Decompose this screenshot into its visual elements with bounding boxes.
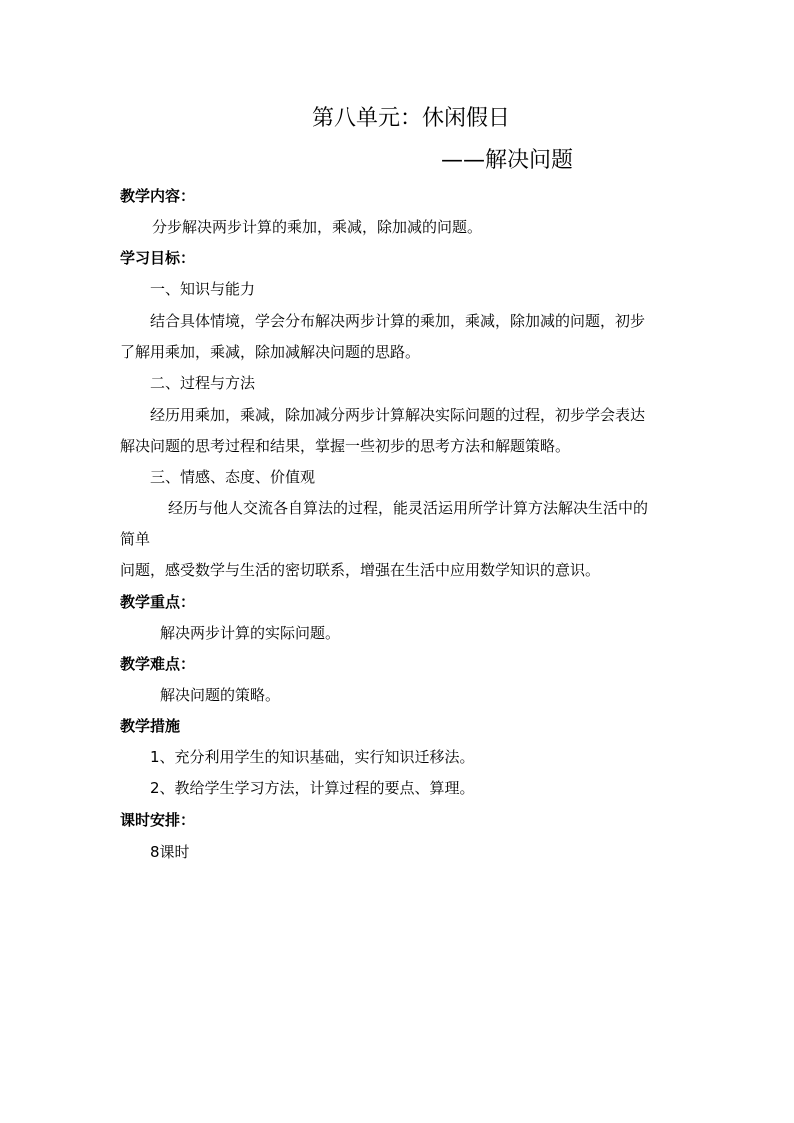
document-title: 第八单元：休闲假日	[312, 106, 511, 131]
key-text: 解决两步计算的实际问题。	[160, 624, 341, 642]
key-heading: 教学重点：	[120, 593, 196, 611]
goal1-line2: 了解用乘加，乘减，除加减解决问题的思路。	[120, 343, 421, 361]
schedule-heading: 课时安排：	[120, 811, 196, 829]
content-text: 分步解决两步计算的乘加，乘减，除加减的问题。	[152, 218, 483, 236]
goals-heading: 学习目标：	[120, 249, 196, 267]
document-subtitle: ——解决问题	[441, 148, 574, 173]
difficulty-text: 解决问题的策略。	[160, 686, 281, 704]
goal3-line1: 经历与他人交流各自算法的过程，能灵活运用所学计算方法解决生活中的	[168, 499, 649, 517]
goal1-line1: 结合具体情境，学会分布解决两步计算的乘加，乘减，除加减的问题，初步	[150, 312, 646, 330]
goal3-line2: 简单	[120, 530, 151, 548]
difficulty-heading: 教学难点：	[120, 655, 196, 673]
measure-1: 1、充分利用学生的知识基础，实行知识迁移法。	[150, 748, 475, 766]
schedule-text: 8课时	[150, 843, 190, 861]
goal2-line2: 解决问题的思考过程和结果，掌握一些初步的思考方法和解题策略。	[120, 437, 571, 455]
goal1-title: 一、知识与能力	[150, 280, 256, 298]
measure-2: 2、教给学生学习方法，计算过程的要点、算理。	[150, 779, 475, 797]
goal2-title: 二、过程与方法	[150, 374, 256, 392]
goal2-line1: 经历用乘加，乘减，除加减分两步计算解决实际问题的过程，初步学会表达	[150, 406, 646, 424]
goal3-title: 三、情感、态度、价值观	[150, 468, 316, 486]
goal3-line3: 问题，感受数学与生活的密切联系，增强在生活中应用数学知识的意识。	[120, 561, 601, 579]
content-heading: 教学内容：	[120, 187, 196, 205]
measures-heading: 教学措施	[120, 717, 181, 735]
